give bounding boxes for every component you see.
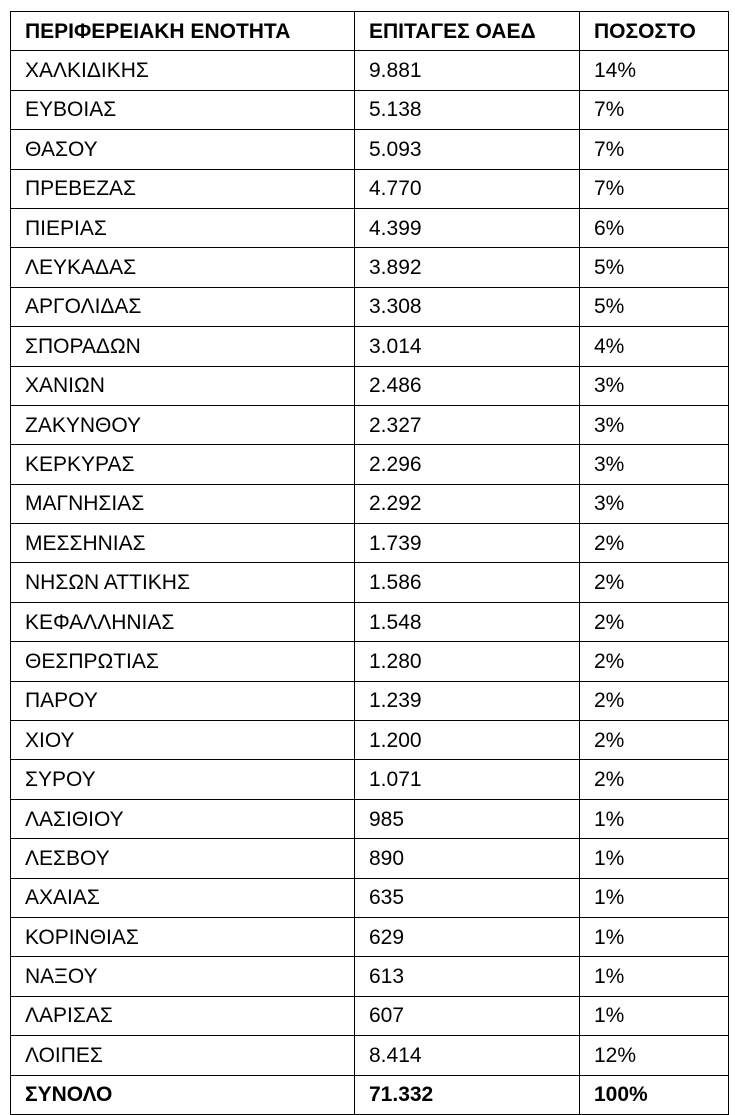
region-cell: ΧΑΛΚΙΔΙΚΗΣ [11, 51, 355, 90]
percentage-cell: 2% [580, 563, 729, 602]
region-cell: ΕΥΒΟΙΑΣ [11, 90, 355, 129]
region-cell: ΜΑΓΝΗΣΙΑΣ [11, 484, 355, 523]
percentage-cell: 2% [580, 642, 729, 681]
checks-cell: 1.239 [355, 681, 580, 720]
percentage-cell: 6% [580, 208, 729, 247]
checks-cell: 1.586 [355, 563, 580, 602]
region-cell: ΧΙΟΥ [11, 721, 355, 760]
checks-cell: 3.308 [355, 287, 580, 326]
header-checks: ΕΠΙΤΑΓΕΣ ΟΑΕΔ [355, 12, 580, 51]
checks-cell: 4.399 [355, 208, 580, 247]
table-row [11, 287, 729, 326]
header-percentage: ΠΟΣΟΣΤΟ [580, 12, 729, 51]
region-cell: ΛΑΣΙΘΙΟΥ [11, 799, 355, 838]
region-cell: ΑΧΑΙΑΣ [11, 878, 355, 917]
table-row [11, 1036, 729, 1075]
total-label: ΣΥΝΟΛΟ [11, 1075, 355, 1114]
table-row [11, 51, 729, 90]
checks-cell: 5.093 [355, 130, 580, 169]
header-region: ΠΕΡΙΦΕΡΕΙΑΚΗ ΕΝΟΤΗΤΑ [11, 12, 355, 51]
checks-cell: 629 [355, 917, 580, 956]
table-body [11, 51, 729, 1075]
percentage-cell: 2% [580, 602, 729, 641]
table-row [11, 602, 729, 641]
table-row [11, 799, 729, 838]
region-cell: ΠΡΕΒΕΖΑΣ [11, 169, 355, 208]
table-row [11, 760, 729, 799]
percentage-cell: 7% [580, 169, 729, 208]
percentage-cell: 2% [580, 524, 729, 563]
percentage-cell: 12% [580, 1036, 729, 1075]
checks-cell: 1.200 [355, 721, 580, 760]
region-cell: ΚΕΡΚΥΡΑΣ [11, 445, 355, 484]
table-row [11, 642, 729, 681]
table-row [11, 405, 729, 444]
region-cell: ΣΥΡΟΥ [11, 760, 355, 799]
table-row [11, 839, 729, 878]
table-row [11, 248, 729, 287]
table-row [11, 957, 729, 996]
checks-cell: 9.881 [355, 51, 580, 90]
percentage-cell: 3% [580, 366, 729, 405]
checks-cell: 2.486 [355, 366, 580, 405]
percentage-cell: 1% [580, 839, 729, 878]
checks-cell: 3.014 [355, 327, 580, 366]
percentage-cell: 4% [580, 327, 729, 366]
region-cell: ΠΑΡΟΥ [11, 681, 355, 720]
table-row [11, 327, 729, 366]
region-cell: ΚΟΡΙΝΘΙΑΣ [11, 917, 355, 956]
percentage-cell: 2% [580, 721, 729, 760]
checks-cell: 1.071 [355, 760, 580, 799]
region-cell: ΠΙΕΡΙΑΣ [11, 208, 355, 247]
percentage-cell: 3% [580, 484, 729, 523]
percentage-cell: 3% [580, 445, 729, 484]
percentage-cell: 1% [580, 957, 729, 996]
checks-cell: 3.892 [355, 248, 580, 287]
table-row [11, 524, 729, 563]
data-table [10, 11, 729, 1115]
checks-cell: 8.414 [355, 1036, 580, 1075]
percentage-cell: 14% [580, 51, 729, 90]
header-row [11, 12, 729, 51]
checks-cell: 1.548 [355, 602, 580, 641]
region-cell: ΛΑΡΙΣΑΣ [11, 996, 355, 1035]
table-row [11, 445, 729, 484]
region-cell: ΛΟΙΠΕΣ [11, 1036, 355, 1075]
checks-cell: 2.327 [355, 405, 580, 444]
region-cell: ΜΕΣΣΗΝΙΑΣ [11, 524, 355, 563]
region-cell: ΝΑΞΟΥ [11, 957, 355, 996]
table-row [11, 366, 729, 405]
region-cell: ΑΡΓΟΛΙΔΑΣ [11, 287, 355, 326]
region-cell: ΧΑΝΙΩΝ [11, 366, 355, 405]
table-row [11, 208, 729, 247]
percentage-cell: 7% [580, 130, 729, 169]
checks-cell: 2.292 [355, 484, 580, 523]
region-cell: ΣΠΟΡΑΔΩΝ [11, 327, 355, 366]
region-cell: ΘΑΣΟΥ [11, 130, 355, 169]
region-cell: ΚΕΦΑΛΛΗΝΙΑΣ [11, 602, 355, 641]
checks-cell: 635 [355, 878, 580, 917]
total-checks: 71.332 [355, 1075, 580, 1114]
percentage-cell: 2% [580, 681, 729, 720]
table-row [11, 484, 729, 523]
checks-cell: 5.138 [355, 90, 580, 129]
table-row [11, 90, 729, 129]
table-row [11, 996, 729, 1035]
checks-cell: 4.770 [355, 169, 580, 208]
checks-cell: 607 [355, 996, 580, 1035]
total-percentage: 100% [580, 1075, 729, 1114]
percentage-cell: 2% [580, 760, 729, 799]
percentage-cell: 1% [580, 878, 729, 917]
checks-cell: 985 [355, 799, 580, 838]
percentage-cell: 3% [580, 405, 729, 444]
region-cell: ΛΕΥΚΑΔΑΣ [11, 248, 355, 287]
region-cell: ΘΕΣΠΡΩΤΙΑΣ [11, 642, 355, 681]
table-row [11, 681, 729, 720]
checks-cell: 1.739 [355, 524, 580, 563]
checks-cell: 1.280 [355, 642, 580, 681]
table-row [11, 130, 729, 169]
percentage-cell: 1% [580, 917, 729, 956]
region-cell: ΖΑΚΥΝΘΟΥ [11, 405, 355, 444]
percentage-cell: 5% [580, 287, 729, 326]
percentage-cell: 7% [580, 90, 729, 129]
checks-cell: 890 [355, 839, 580, 878]
region-cell: ΛΕΣΒΟΥ [11, 839, 355, 878]
table-row [11, 917, 729, 956]
percentage-cell: 5% [580, 248, 729, 287]
table-row [11, 169, 729, 208]
table-row [11, 563, 729, 602]
percentage-cell: 1% [580, 799, 729, 838]
total-row [11, 1075, 729, 1114]
checks-cell: 2.296 [355, 445, 580, 484]
table-row [11, 878, 729, 917]
region-cell: ΝΗΣΩΝ ΑΤΤΙΚΗΣ [11, 563, 355, 602]
checks-cell: 613 [355, 957, 580, 996]
table-row [11, 721, 729, 760]
percentage-cell: 1% [580, 996, 729, 1035]
